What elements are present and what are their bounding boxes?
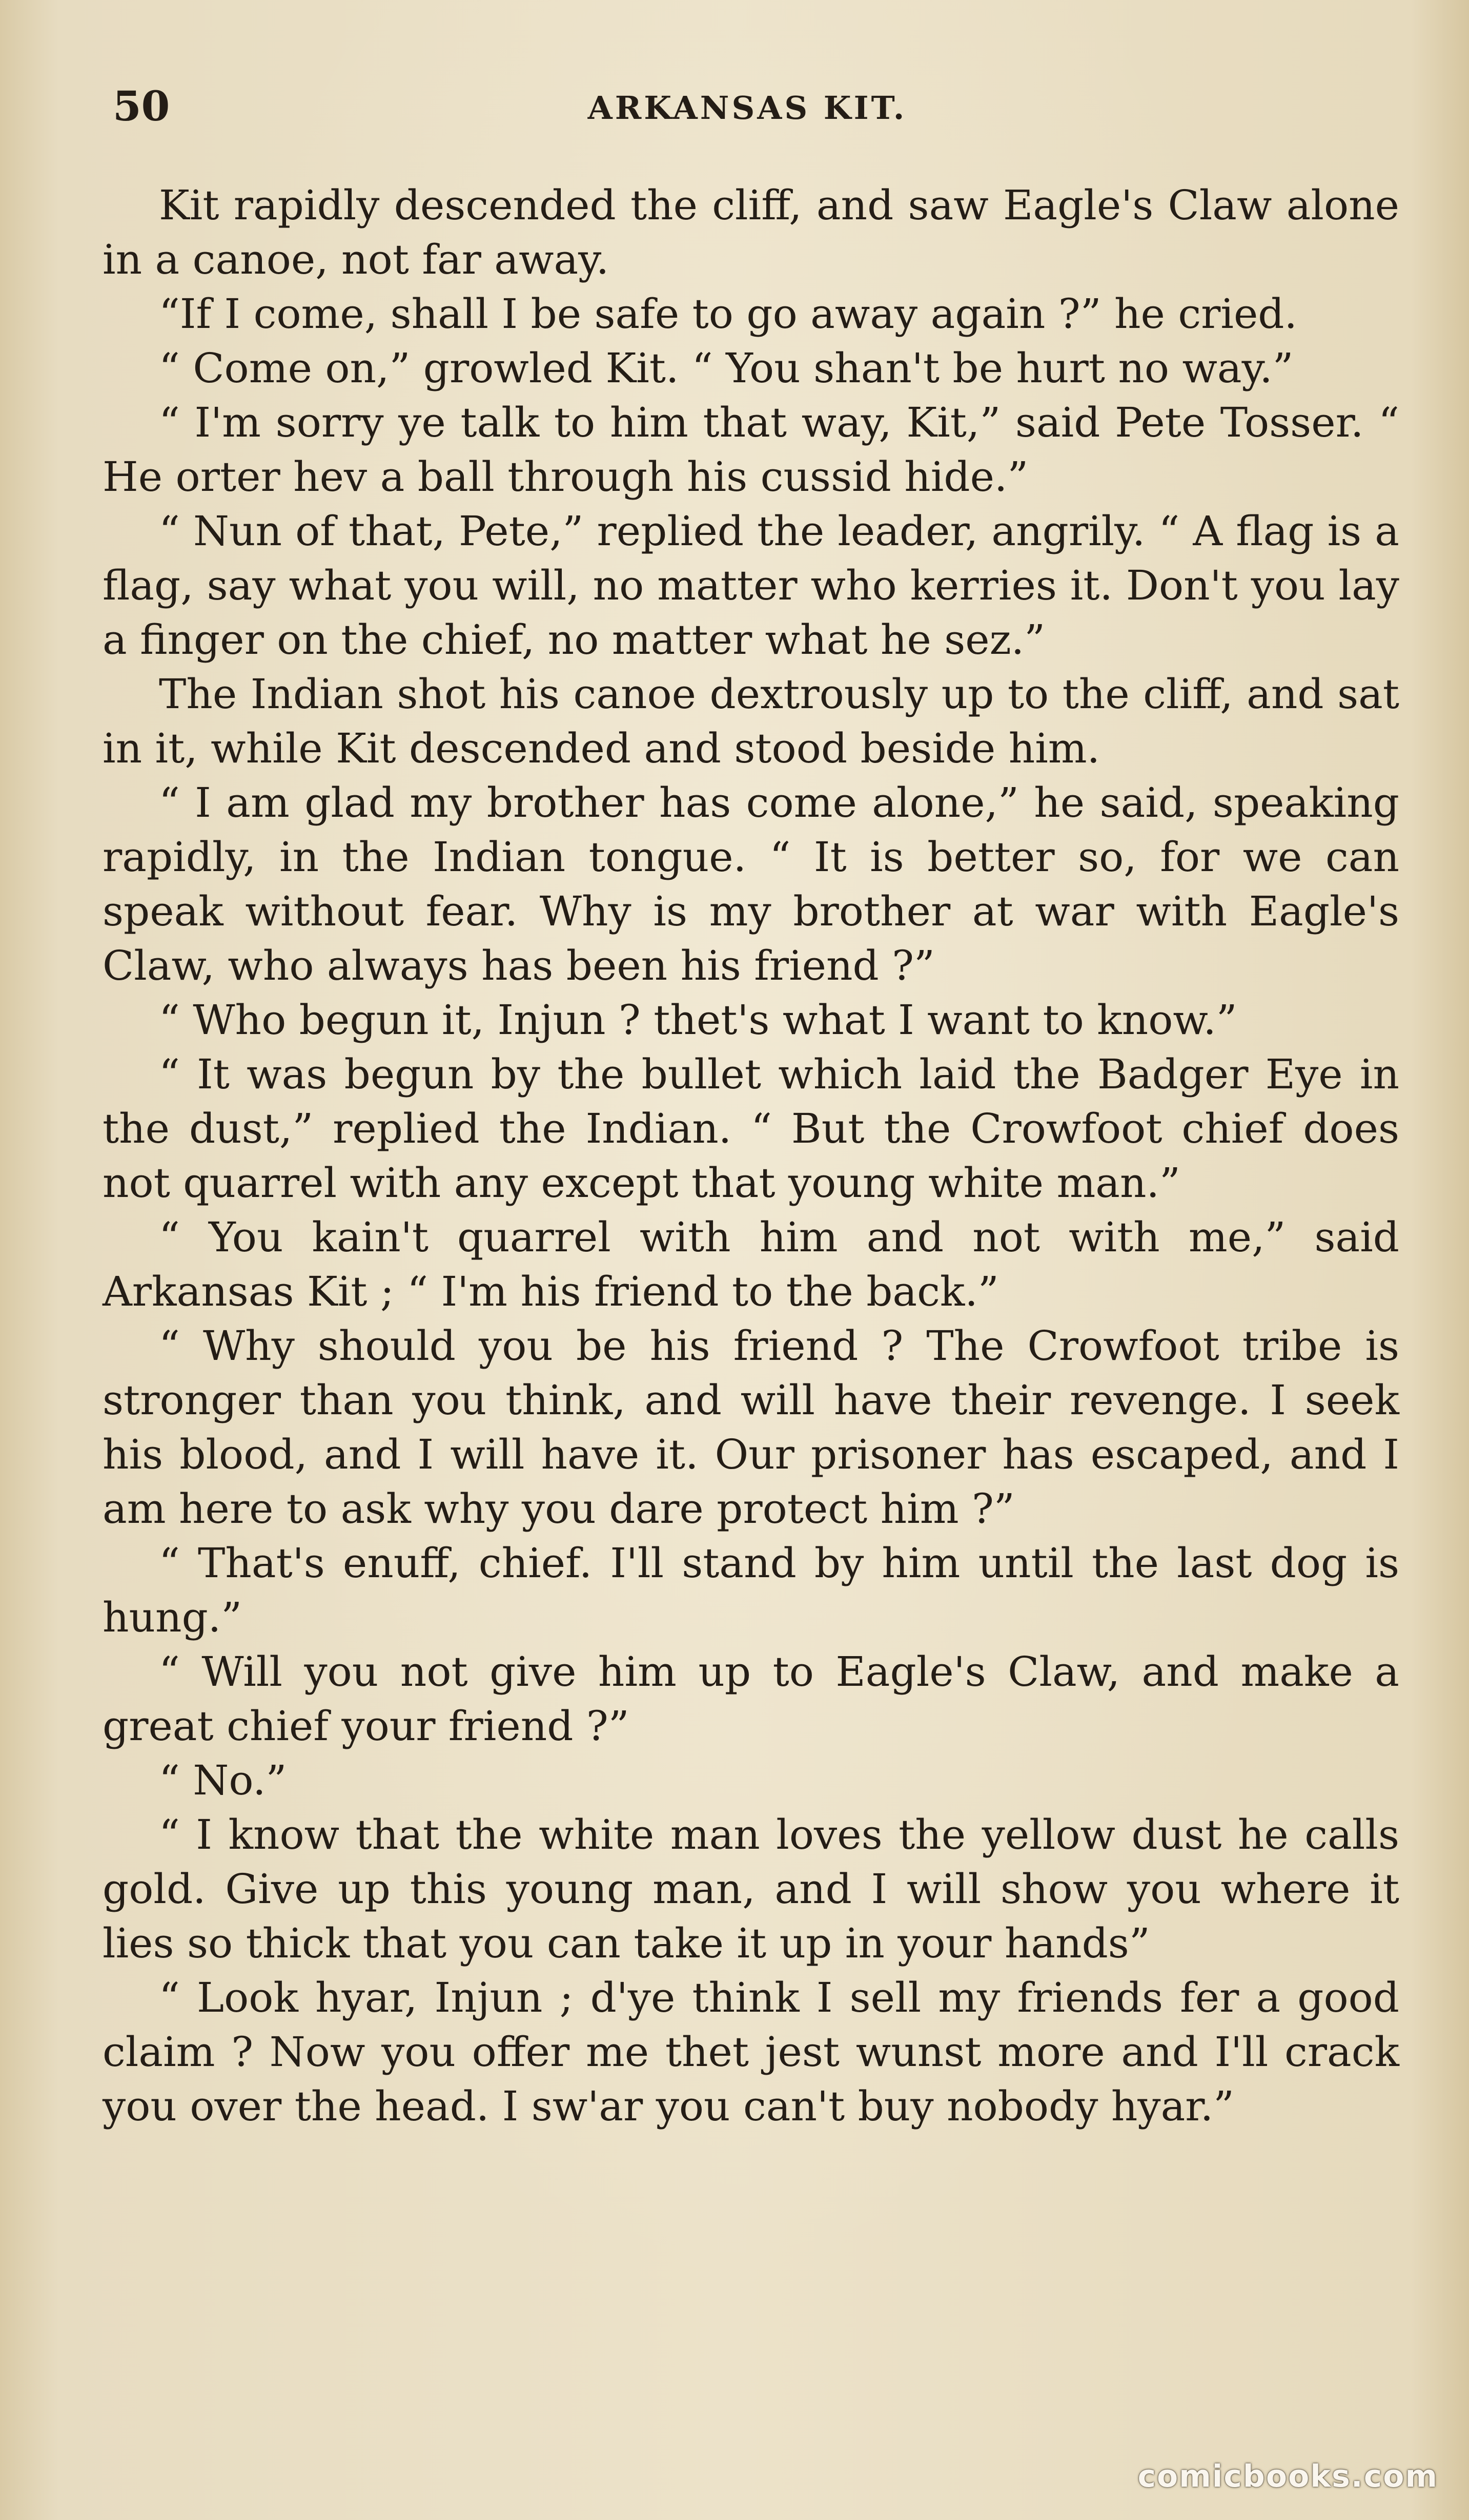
- paragraph: “ Will you not give him up to Eagle's Claw, and make a great chief your friend ?”: [103, 1648, 1399, 1750]
- page-header: [103, 77, 1392, 138]
- body-text: [103, 178, 1399, 2134]
- paragraph: “ I'm sorry ye talk to him that way, Kit,” said Pete Tosser. “ He orter hev a ball through his cussid hide.”: [103, 399, 1399, 501]
- paragraph: “ That's enuff, chief. I'll stand by him until the last dog is hung.”: [103, 1539, 1399, 1641]
- paragraph: “ Why should you be his friend ? The Crowfoot tribe is stronger than you think, and will have their revenge. I seek his blood, and I will have it. Our prisoner has escaped, and I am here to ask why you dare protect him ?”: [103, 1322, 1399, 1533]
- paragraph: “ You kain't quarrel with him and not with me,” said Arkansas Kit ; “ I'm his friend to the back.”: [103, 1213, 1399, 1315]
- paragraph: “ Who begun it, Injun ? thet's what I want to know.”: [159, 996, 1237, 1044]
- site-watermark: comicbooks.com: [1137, 2459, 1438, 2494]
- paragraph: “ No.”: [159, 1757, 287, 1804]
- paragraph: The Indian shot his canoe dextrously up to the cliff, and sat in it, while Kit descended and stood beside him.: [103, 670, 1399, 772]
- paragraph: “ Nun of that, Pete,” replied the leader, angrily. “ A flag is a flag, say what you will, no matter who kerries it. Don't you lay a finger on the chief, no matter what he sez.”: [103, 507, 1399, 664]
- running-head: ARKANSAS KIT.: [587, 89, 907, 127]
- paragraph: “ I know that the white man loves the yellow dust he calls gold. Give up this young man, and I will show you where it lies so thick that you can take it up in your hands”: [103, 1811, 1399, 1967]
- paragraph: “ I am glad my brother has come alone,” he said, speaking rapidly, in the Indian tongue. “ It is better so, for we can speak without fear. Why is my brother at war with Eagle's Claw, who always has been his friend ?”: [103, 779, 1399, 989]
- paragraph: “ It was begun by the bullet which laid the Badger Eye in the dust,” replied the Indian. “ But the Crowfoot chief does not quarrel with any except that young white man.”: [103, 1050, 1399, 1207]
- paragraph: “ Look hyar, Injun ; d'ye think I sell my friends fer a good claim ? Now you offer me thet jest wunst more and I'll crack you over the head. I sw'ar you can't buy nobody hyar.”: [103, 1974, 1399, 2130]
- page-number: 50: [113, 82, 170, 130]
- paragraph: Kit rapidly descended the cliff, and saw Eagle's Claw alone in a canoe, not far away.: [103, 181, 1399, 283]
- paragraph: “If I come, shall I be safe to go away again ?” he cried.: [159, 290, 1297, 338]
- paragraph: “ Come on,” growled Kit. “ You shan't be hurt no way.”: [159, 344, 1294, 392]
